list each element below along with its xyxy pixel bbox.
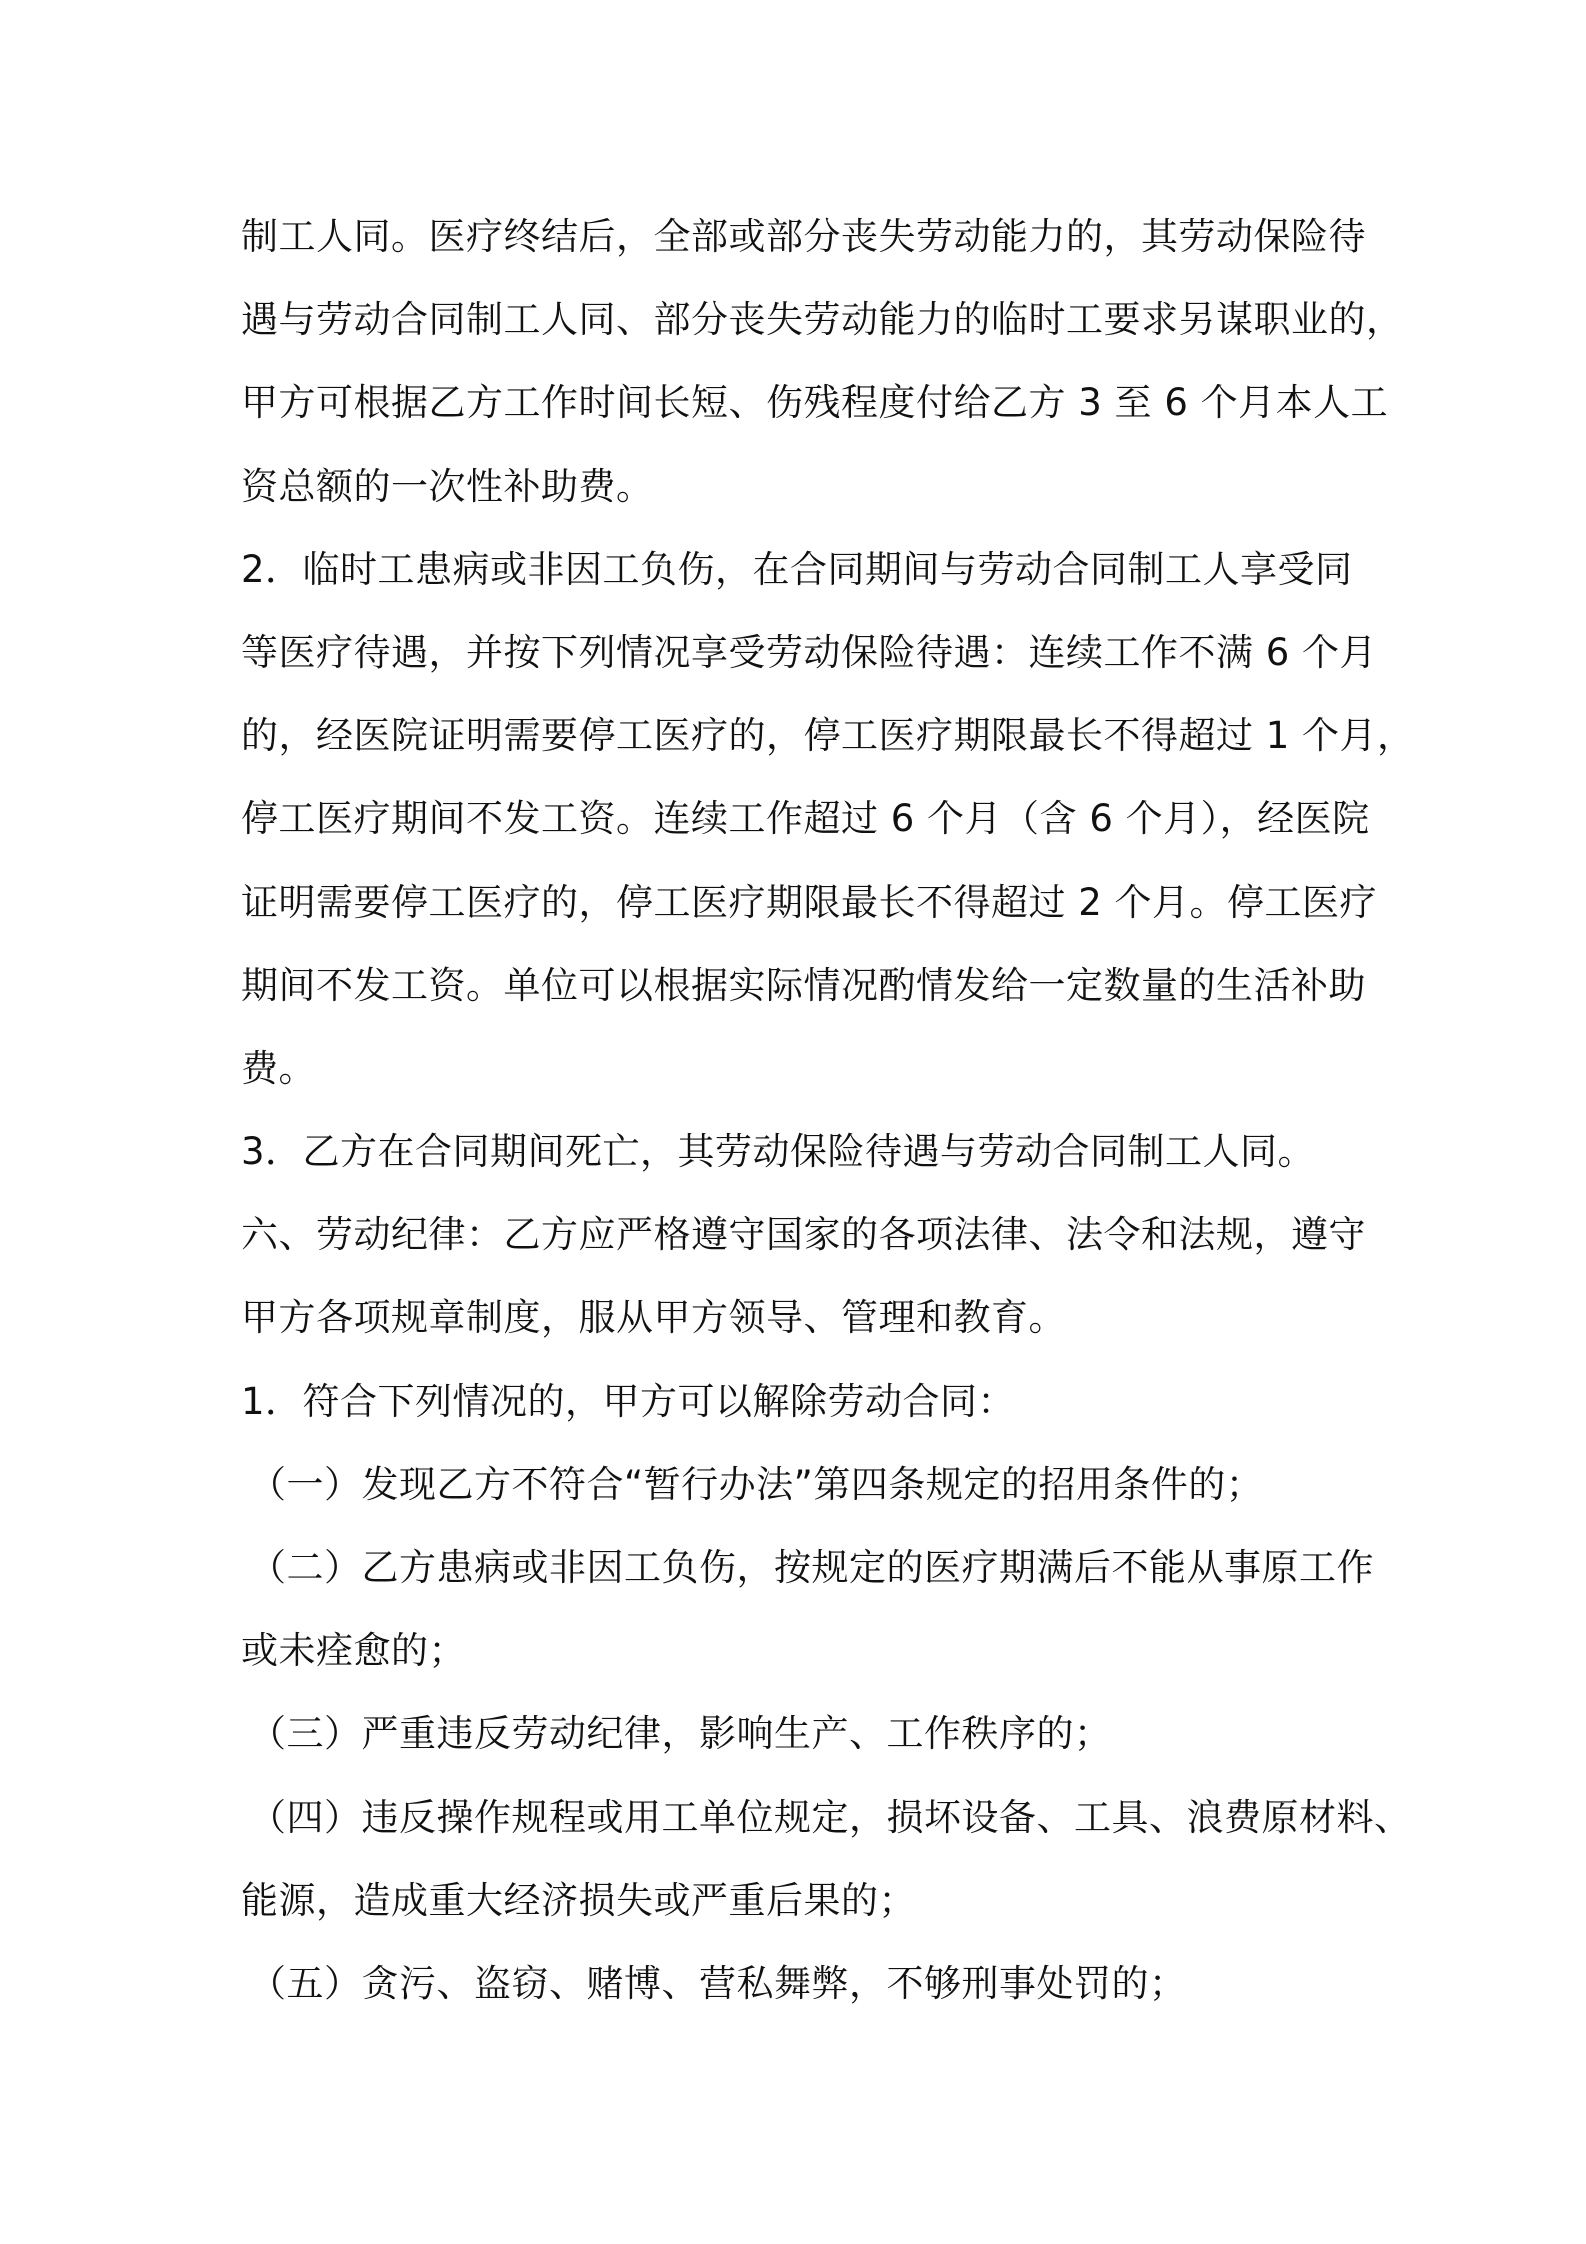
list-item-line: （三）严重违反劳动纪律，影响生产、工作秩序的； bbox=[249, 1712, 1112, 1756]
list-item-line: （四）违反操作规程或用工单位规定，损坏设备、工具、浪费原材料、 bbox=[249, 1795, 1412, 1839]
text-line: 甲方各项规章制度，服从甲方领导、管理和教育。 bbox=[241, 1296, 1066, 1340]
list-item-line: （二）乙方患病或非因工负伤，按规定的医疗期满后不能从事原工作 bbox=[249, 1546, 1374, 1589]
text-line: 期间不发工资。单位可以根据实际情况酌情发给一定数量的生活补助 bbox=[241, 963, 1366, 1007]
text-line: 资总额的一次性补助费。 bbox=[241, 464, 654, 508]
text-line: 费。 bbox=[241, 1046, 316, 1090]
text-line: 2．临时工患病或非因工负伤，在合同期间与劳动合同制工人享受同 bbox=[241, 547, 1353, 591]
text-line: 制工人同。医疗终结后，全部或部分丧失劳动能力的，其劳动保险待 bbox=[241, 215, 1366, 258]
text-line: 停工医疗期间不发工资。连续工作超过 6 个月（含 6 个月），经医院 bbox=[241, 797, 1370, 841]
text-line: 的，经医院证明需要停工医疗的，停工医疗期限最长不得超过 1 个月， bbox=[241, 714, 1415, 758]
text-line: 甲方可根据乙方工作时间长短、伤残程度付给乙方 3 至 6 个月本人工 bbox=[241, 381, 1389, 425]
document-body bbox=[241, 195, 1415, 2025]
text-line: 等医疗待遇，并按下列情况享受劳动保险待遇：连续工作不满 6 个月 bbox=[241, 630, 1378, 674]
list-item-line: （一）发现乙方不符合“暂行办法”第四条规定的招用条件的； bbox=[249, 1462, 1264, 1506]
list-item-line: （五）贪污、盗窃、赌博、营私舞弊，不够刑事处罚的； bbox=[249, 1961, 1187, 2005]
text-line: 遇与劳动合同制工人同、部分丧失劳动能力的临时工要求另谋职业的， bbox=[241, 298, 1404, 342]
text-line: 能源，造成重大经济损失或严重后果的； bbox=[241, 1878, 916, 1922]
text-line: 3．乙方在合同期间死亡，其劳动保险待遇与劳动合同制工人同。 bbox=[241, 1130, 1316, 1174]
text-line: 或未痊愈的； bbox=[241, 1629, 466, 1673]
text-line: 证明需要停工医疗的，停工医疗期限最长不得超过 2 个月。停工医疗 bbox=[241, 880, 1378, 924]
text-line: 1．符合下列情况的，甲方可以解除劳动合同： bbox=[241, 1379, 1016, 1423]
section-heading-line: 六、劳动纪律：乙方应严格遵守国家的各项法律、法令和法规，遵守 bbox=[241, 1213, 1366, 1257]
